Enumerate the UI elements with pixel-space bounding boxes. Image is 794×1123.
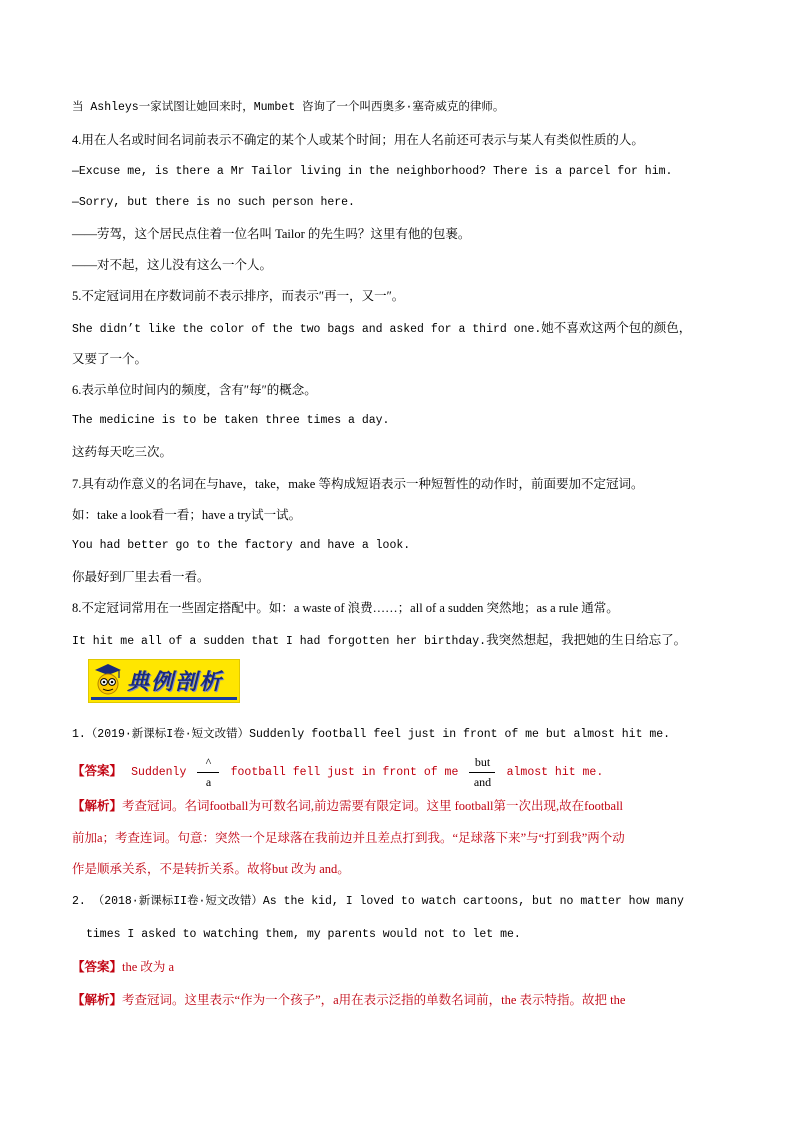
- fraction-bar: [469, 772, 495, 773]
- example-chinese: 这药每天吃三次。: [72, 445, 173, 459]
- inserted-word: a: [205, 775, 212, 790]
- rule-7: 7.具有动作意义的名词在与have，take，make 等构成短语表示一种短暂性的动作时，前面要加不定冠词。: [72, 477, 644, 491]
- example-english: —Excuse me, is there a Mr Tailor living in the neighborhood? There is a parcel for him.: [72, 165, 673, 178]
- example-chinese: 又要了一个。: [72, 352, 148, 366]
- explanation-text: 考查冠词。名词football为可数名词,前边需要有限定词。这里 football第一次出现,故在football: [122, 799, 624, 813]
- caret-mark: ^: [205, 755, 212, 770]
- explanation-2-line: [72, 991, 734, 1009]
- example-chinese: 我突然想起，我把她的生日给忘了。: [486, 633, 687, 647]
- explanation-text: 前加a；考查连词。句意：突然一个足球落在我前边并且差点打到我。“足球落下来”与“打到我”两个动: [72, 831, 625, 845]
- example-chinese: 她不喜欢这两个包的颜色，: [541, 321, 692, 335]
- example-english: —Sorry, but there is no such person here.: [72, 196, 355, 209]
- banner-underline: [91, 697, 237, 700]
- answer-1: [72, 752, 734, 790]
- example-english: The medicine is to be taken three times a day.: [72, 414, 390, 427]
- example-chinese: ——劳驾，这个居民点住着一位名叫 Tailor 的先生吗？这里有他的包裹。: [72, 227, 471, 241]
- example-line: [72, 319, 734, 339]
- answer-label: 【答案】: [72, 960, 123, 974]
- original-word: but: [474, 755, 491, 770]
- rule-8: 8.不定冠词常用在一些固定搭配中。如：a waste of 浪费……；all of a sudden 突然地；as a rule 通常。: [72, 601, 619, 615]
- answer-word: football fell just in front of me: [230, 766, 459, 779]
- answer-word: almost hit me.: [506, 766, 604, 779]
- insert-mark: [195, 754, 221, 790]
- fraction-bar: [197, 772, 219, 773]
- answer-2: [72, 958, 734, 976]
- question-1: 1.（2019·新课标I卷·短文改错）Suddenly football feel just in front of me but almost hit me.: [72, 728, 671, 741]
- scholar-mascot-icon: [91, 662, 125, 700]
- answer-word: Suddenly: [131, 766, 187, 779]
- rule-5: 5.不定冠词用在序数词前不表示排序，而表示″再一，又一″。: [72, 289, 405, 303]
- example-english: It hit me all of a sudden that I had forgotten her birthday.: [72, 635, 487, 648]
- explanation-text: 作是顺承关系，不是转折关系。故将but 改为 and。: [72, 862, 350, 876]
- rule-4: 4.用在人名或时间名词前表示不确定的某个人或某个时间；用在人名前还可表示与某人有类似性质的人。: [72, 133, 644, 147]
- banner-title: 典例剖析: [127, 669, 224, 695]
- answer-label: 【答案】: [72, 764, 123, 778]
- section-banner: [88, 659, 240, 703]
- example-chinese: ——对不起，这儿没有这么一个人。: [72, 258, 273, 272]
- example-english: You had better go to the factory and have a look.: [72, 539, 411, 552]
- text-line: 当 Ashleys一家试图让她回来时，Mumbet 咨询了一个叫西奥多·塞奇威克的律师。: [72, 101, 505, 114]
- explanation-label: 【解析】: [72, 799, 123, 813]
- explanation-text: 考查冠词。这里表示“作为一个孩子”，a用在表示泛指的单数名词前，the 表示特指。故把 the: [122, 993, 626, 1007]
- example-line: [72, 631, 734, 651]
- example-chinese: 你最好到厂里去看一看。: [72, 570, 210, 584]
- explanation-1-line: [72, 797, 734, 815]
- example-line: 如：take a look看一看；have a try试一试。: [72, 508, 302, 522]
- question-2: 2. （2018·新课标II卷·短文改错）As the kid, I loved to watch cartoons, but no matter how many: [72, 895, 684, 908]
- answer-text: the 改为 a: [122, 960, 175, 974]
- example-english: She didn’t like the color of the two bags and asked for a third one.: [72, 323, 542, 336]
- explanation-label: 【解析】: [72, 993, 123, 1007]
- question-2-cont: times I asked to watching them, my parents would not to let me.: [86, 928, 521, 941]
- replace-mark: [467, 754, 497, 790]
- rule-6: 6.表示单位时间内的频度，含有″每″的概念。: [72, 383, 317, 397]
- replacement-word: and: [473, 775, 492, 790]
